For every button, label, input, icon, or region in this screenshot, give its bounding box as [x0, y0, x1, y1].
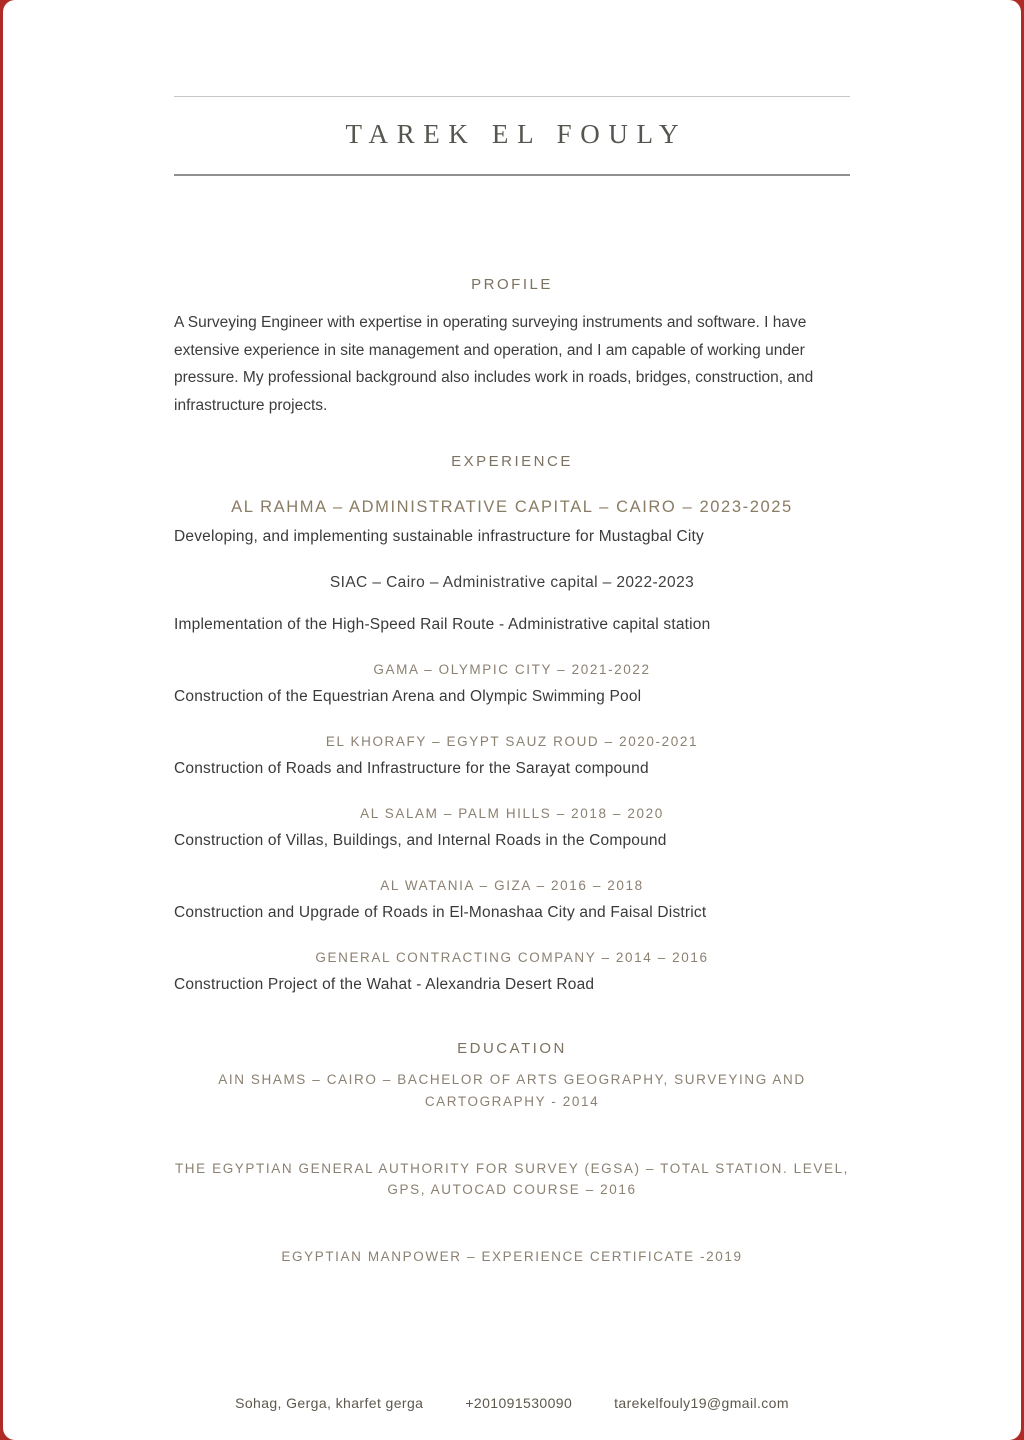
experience-entry-title: GENERAL CONTRACTING COMPANY – 2014 – 2016: [315, 950, 709, 966]
header-bottom-rule: [174, 174, 850, 176]
experience-entry: [174, 498, 850, 546]
contact-email: tarekelfouly19@gmail.com: [614, 1395, 789, 1412]
contact-phone: +201091530090: [465, 1395, 573, 1412]
experience-entry-title: GAMA – OLYMPIC CITY – 2021-2022: [373, 662, 651, 678]
experience-entry-title: AL RAHMA – ADMINISTRATIVE CAPITAL – CAIRO – 2023-2025: [231, 498, 793, 517]
experience-entry: [174, 950, 850, 994]
experience-entry-description: Developing, and implementing sustainable infrastructure for Mustagbal City: [174, 528, 705, 546]
resume-paper: [3, 0, 1021, 1440]
experience-entry-title: SIAC – Cairo – Administrative capital – 2022-2023: [329, 574, 695, 592]
experience-entry-description: Construction of Villas, Buildings, and Internal Roads in the Compound: [174, 832, 667, 850]
experience-entry-title: EL KHORAFY – EGYPT SAUZ ROUD – 2020-2021: [325, 734, 699, 750]
experience-entry-description: Construction and Upgrade of Roads in El-Monashaa City and Faisal District: [174, 904, 707, 922]
experience-entry: [174, 734, 850, 778]
profile-text: A Surveying Engineer with expertise in operating surveying instruments and software. I have extensive experience in site management and operation, and I am capable of working under pressure. My professional background also includes work in roads, bridges, construction, and infrastructure projects.: [174, 314, 814, 414]
education-entry: THE EGYPTIAN GENERAL AUTHORITY FOR SURVEY (EGSA) – TOTAL STATION. LEVEL, GPS, AUTOCAD COURSE – 2016: [174, 1160, 850, 1198]
profile-heading: PROFILE: [471, 276, 553, 293]
contact-location: Sohag, Gerga, kharfet gerga: [235, 1395, 424, 1412]
experience-entry-description: Implementation of the High-Speed Rail Route - Administrative capital station: [174, 616, 711, 634]
education-entry: EGYPTIAN MANPOWER – EXPERIENCE CERTIFICATE -2019: [281, 1248, 743, 1264]
experience-entry-description: Construction Project of the Wahat - Alexandria Desert Road: [174, 976, 595, 994]
experience-entry-title: AL WATANIA – GIZA – 2016 – 2018: [380, 878, 644, 894]
resume-name: TAREK EL FOULY: [345, 119, 688, 149]
experience-entry: [174, 806, 850, 850]
experience-entry-title: AL SALAM – PALM HILLS – 2018 – 2020: [360, 806, 664, 822]
education-entry: AIN SHAMS – CAIRO – BACHELOR OF ARTS GEOGRAPHY, SURVEYING AND CARTOGRAPHY - 2014: [218, 1072, 806, 1109]
experience-entry: [174, 574, 850, 634]
experience-entry: [174, 878, 850, 922]
experience-heading: EXPERIENCE: [451, 453, 573, 471]
experience-entry-description: Construction of the Equestrian Arena and Olympic Swimming Pool: [174, 688, 642, 706]
education-heading: EDUCATION: [457, 1040, 567, 1058]
experience-entry-description: Construction of Roads and Infrastructure for the Sarayat compound: [174, 760, 649, 778]
experience-entry: [174, 662, 850, 706]
resume-content: [174, 0, 850, 1411]
contact-footer: [174, 1395, 850, 1411]
